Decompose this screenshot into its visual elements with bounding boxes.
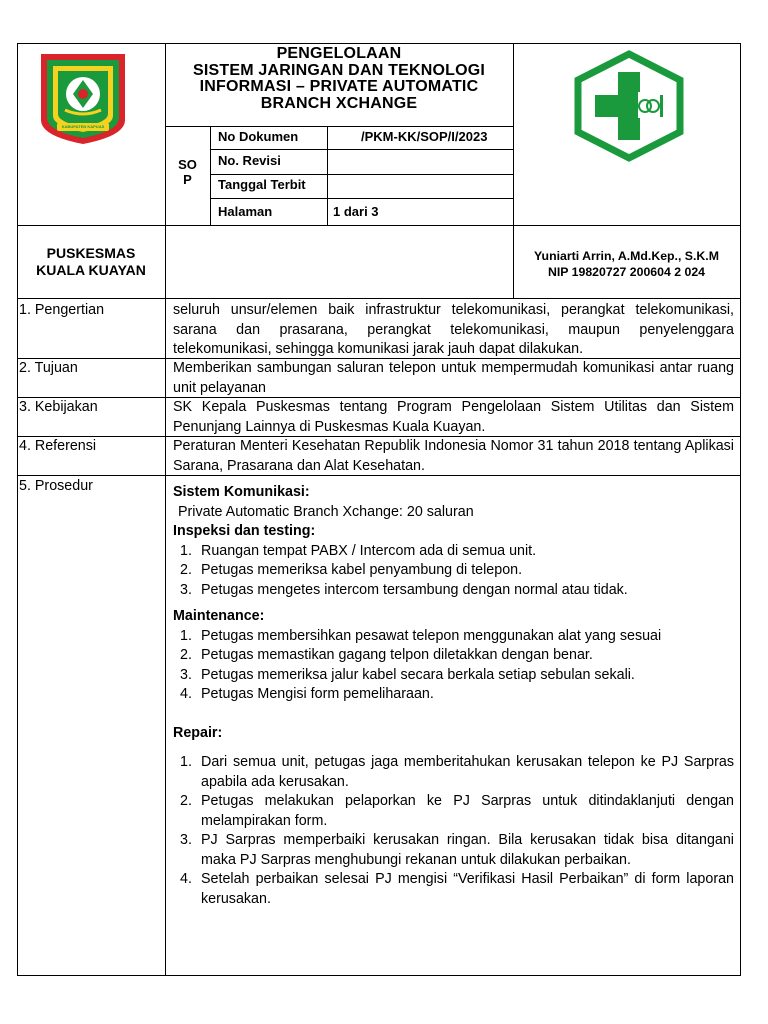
page-title — [165, 46, 513, 112]
list-item: 1. Ruangan tempat PABX / Intercom ada di semua unit. — [180, 542, 537, 559]
inspeksi-list — [173, 542, 734, 601]
list-item: 3. Petugas mengetes intercom tersambung dengan normal atau tidak. — [180, 581, 628, 598]
doc-value-halaman: 1 dari 3 — [333, 204, 379, 219]
section-label-kebijakan: 3. Kebijakan — [19, 399, 98, 415]
sop-label-line: P — [183, 172, 192, 187]
heading-maintenance: Maintenance: — [173, 608, 265, 624]
org-name — [17, 245, 165, 279]
signer-nip: NIP 19820727 200604 2 024 — [547, 265, 706, 279]
repair-list — [173, 753, 734, 909]
doc-label-tanggal-terbit: Tanggal Terbit — [218, 177, 306, 192]
heading-sistem-komunikasi: Sistem Komunikasi: — [173, 484, 310, 500]
maintenance-list — [173, 627, 734, 705]
doc-label-halaman: Halaman — [218, 204, 273, 219]
section-label-referensi: 4. Referensi — [19, 438, 97, 454]
doc-label-no-dokumen: No Dokumen — [218, 129, 299, 144]
list-item-text: Petugas membersihkan pesawat telepon menggunakan alat yang sesuai — [201, 627, 662, 644]
list-item: 2. Petugas melakukan pelaporkan ke PJ Sarpras untuk ditindaklanjuti dengan melampirakan form. — [180, 793, 734, 829]
doc-value-no-dokumen: /PKM-KK/SOP/I/2023 — [361, 129, 488, 144]
list-item: 2. Petugas memeriksa kabel penyambung di telepon. — [180, 562, 523, 578]
signer-name: Yuniarti Arrin, A.Md.Kep., S.K.M — [534, 249, 719, 263]
list-item-text: Petugas memastikan gagang telpon diletakkan dengan benar. — [201, 647, 593, 663]
logo-banner-text: KABUPATEN KAPUAS — [61, 124, 105, 129]
list-item: 1. Petugas membersihkan pesawat telepon menggunakan alat yang sesuai — [180, 627, 662, 644]
list-item: 3. PJ Sarpras memperbaiki kerusakan ringan. Bila kerusakan tidak bisa ditangani maka PJ Sarpras menghubungi rekanan untuk dilakukan perbaikan. — [180, 832, 734, 868]
list-item-text: Petugas memeriksa jalur kabel secara berkala setiap sebulan sekali. — [201, 666, 635, 683]
list-item-text: PJ Sarpras memperbaiki kerusakan ringan. Bila kerusakan tidak bisa ditangani maka PJ Sarpras menghubungi rekanan untuk dilakukan perbaikan. — [201, 832, 734, 868]
list-item-text: Petugas memeriksa kabel penyambung di telepon. — [201, 562, 523, 578]
sop-label-line: SO — [178, 157, 197, 172]
sistem-komunikasi-text: Private Automatic Branch Xchange: 20 saluran — [178, 503, 474, 520]
list-item-text: Setelah perbaikan selesai PJ mengisi “Verifikasi Hasil Perbaikan” di form laporan kerusakan. — [201, 871, 734, 907]
list-item: 2. Petugas memastikan gagang telpon diletakkan dengan benar. — [180, 647, 593, 663]
section-text-tujuan: Memberikan sambungan saluran telepon untuk mempermudah komunikasi antar ruang unit pelayanan — [173, 360, 734, 396]
signer-block — [513, 248, 740, 280]
list-item: 3. Petugas memeriksa jalur kabel secara berkala setiap sebulan sekali. — [180, 666, 635, 683]
title-line: PENGELOLAAN — [276, 45, 402, 62]
section-text-kebijakan: SK Kepala Puskesmas tentang Program Pengelolaan Sistem Utilitas dan Sistem Penunjang Lainnya di Puskesmas Kuala Kuayan. — [173, 399, 734, 435]
list-item: 4. Setelah perbaikan selesai PJ mengisi “Verifikasi Hasil Perbaikan” di form laporan kerusakan. — [180, 871, 734, 907]
section-text-pengertian: seluruh unsur/elemen baik infrastruktur telekomunikasi, perangkat telekomunikasi, sarana dan prasarana, perangkat telekomunikasi, maupun penyelenggara telekomunikasi, sehingga komunikasi jarak jauh dapat dilakukan. — [173, 302, 734, 357]
puskesmas-logo — [572, 50, 686, 162]
list-item-text: Petugas Mengisi form pemeliharaan. — [201, 686, 434, 702]
list-item-text: Petugas melakukan pelaporkan ke PJ Sarpras untuk ditindaklanjuti dengan melampirakan form. — [201, 793, 734, 829]
section-text-referensi: Peraturan Menteri Kesehatan Republik Indonesia Nomor 31 tahun 2018 tentang Aplikasi Sarana, Prasarana dan Alat Kesehatan. — [173, 438, 734, 474]
list-item: 1. Dari semua unit, petugas jaga memberitahukan kerusakan telepon ke PJ Sarpras apabila ada kerusakan. — [180, 754, 734, 790]
sop-label — [165, 157, 210, 187]
org-name-line: KUALA KUAYAN — [36, 262, 146, 278]
kabupaten-logo — [37, 50, 129, 146]
list-item-text: Dari semua unit, petugas jaga memberitahukan kerusakan telepon ke PJ Sarpras apabila ada kerusakan. — [201, 754, 734, 790]
title-line: BRANCH XCHANGE — [260, 94, 418, 112]
list-item-text: Ruangan tempat PABX / Intercom ada di semua unit. — [201, 542, 537, 559]
list-item-text: Petugas mengetes intercom tersambung dengan normal atau tidak. — [201, 581, 628, 598]
prosedur-content — [173, 483, 734, 909]
heading-repair: Repair: — [173, 724, 223, 741]
list-item: 4. Petugas Mengisi form pemeliharaan. — [180, 686, 434, 702]
org-name-line: PUSKESMAS — [46, 245, 136, 261]
heading-inspeksi: Inspeksi dan testing: — [173, 523, 316, 539]
section-label-prosedur: 5. Prosedur — [19, 478, 93, 494]
doc-label-no-revisi: No. Revisi — [218, 153, 281, 168]
title-line: INFORMASI – PRIVATE AUTOMATIC — [199, 78, 479, 95]
section-label-pengertian: 1. Pengertian — [19, 302, 105, 318]
title-line: SISTEM JARINGAN DAN TEKNOLOGI — [192, 61, 486, 79]
section-label-tujuan: 2. Tujuan — [19, 360, 78, 376]
